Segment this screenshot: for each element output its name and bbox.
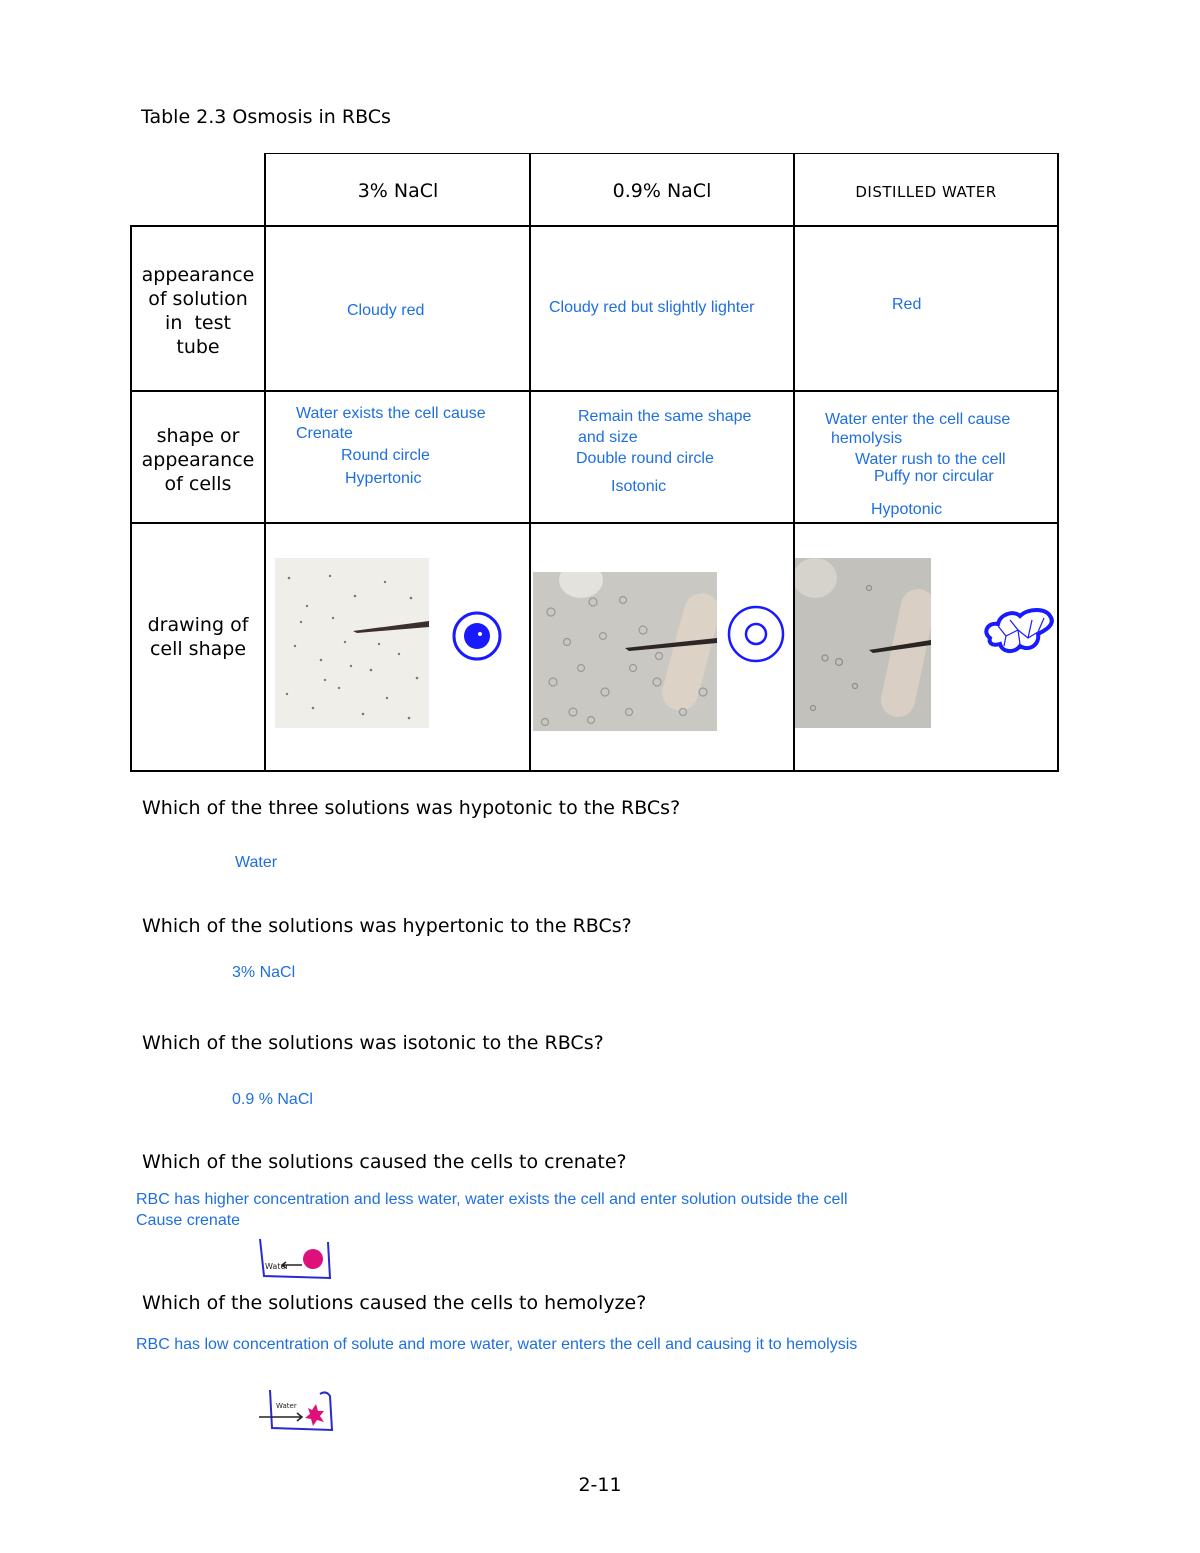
answer-shape-water-line4: Puffy nor circular <box>874 468 994 485</box>
answer-isotonic: 0.9 % NaCl <box>232 1091 313 1108</box>
row-label-appearance-of-solution: appearance of solution in test tube <box>141 264 255 358</box>
question-hypotonic: Which of the three solutions was hypotonic to the RBCs? <box>142 797 681 819</box>
answer-hypotonic: Water <box>235 854 278 871</box>
answer-shape-water-line5: Hypotonic <box>871 501 943 518</box>
answer-shape-3pct-line1: Water exists the cell cause <box>296 405 486 422</box>
answer-hemolyze: RBC has low concentration of solute and more water, water enters the cell and causing it to hemolysis <box>136 1336 858 1353</box>
answer-shape-water-line2: hemolysis <box>831 430 903 447</box>
question-hemolyze: Which of the solutions caused the cells to hemolyze? <box>142 1292 647 1314</box>
question-crenate: Which of the solutions caused the cells to crenate? <box>142 1151 627 1173</box>
answer-shape-3pct-line4: Hypertonic <box>345 470 422 487</box>
hemolyzed-cell-drawing <box>980 606 1056 656</box>
answer-shape-0-9pct-line4: Isotonic <box>611 478 667 495</box>
crenate-sketch-label: Water <box>265 1262 289 1271</box>
answer-shape-0-9pct-line2: and size <box>578 429 638 446</box>
answer-hypertonic: 3% NaCl <box>232 964 296 981</box>
column-header-3pct-nacl: 3% NaCl <box>357 180 439 202</box>
answer-crenate-line2: Cause crenate <box>136 1212 241 1229</box>
crenate-beaker-sketch <box>256 1236 336 1282</box>
column-header-0-9pct-nacl: 0.9% NaCl <box>612 180 712 202</box>
answer-crenate-line1: RBC has higher concentration and less water, water exists the cell and enter solution outside the cell <box>136 1191 848 1208</box>
crenated-cell-drawing <box>452 611 504 663</box>
question-isotonic: Which of the solutions was isotonic to the RBCs? <box>142 1032 604 1054</box>
microscope-photo-0-9pct <box>533 572 717 731</box>
table-title: Table 2.3 Osmosis in RBCs <box>141 106 391 128</box>
column-header-distilled-water: DISTILLED WATER <box>855 183 997 201</box>
hemolyze-beaker-sketch <box>256 1386 338 1434</box>
row-label-shape-of-cells: shape or appearance of cells <box>141 425 255 495</box>
page-number: 2-11 <box>578 1474 622 1496</box>
normal-cell-drawing <box>726 604 786 664</box>
answer-appearance-0-9pct: Cloudy red but slightly lighter <box>549 299 755 316</box>
answer-shape-water-line3: Water rush to the cell <box>855 451 1006 468</box>
hemolyze-sketch-label: Water <box>276 1402 297 1410</box>
question-hypertonic: Which of the solutions was hypertonic to the RBCs? <box>142 915 632 937</box>
answer-appearance-water: Red <box>892 296 922 313</box>
answer-shape-3pct-line3: Round circle <box>341 447 430 464</box>
answer-shape-3pct-line2: Crenate <box>296 425 353 442</box>
answer-shape-water-line1: Water enter the cell cause <box>825 411 1011 428</box>
microscope-photo-distilled-water <box>795 558 931 728</box>
answer-appearance-3pct: Cloudy red <box>347 302 425 319</box>
row-label-drawing-of-cell-shape: drawing of cell shape <box>147 614 249 660</box>
answer-shape-0-9pct-line1: Remain the same shape <box>578 408 752 425</box>
answer-shape-0-9pct-line3: Double round circle <box>576 450 714 467</box>
microscope-photo-3pct <box>275 558 429 728</box>
